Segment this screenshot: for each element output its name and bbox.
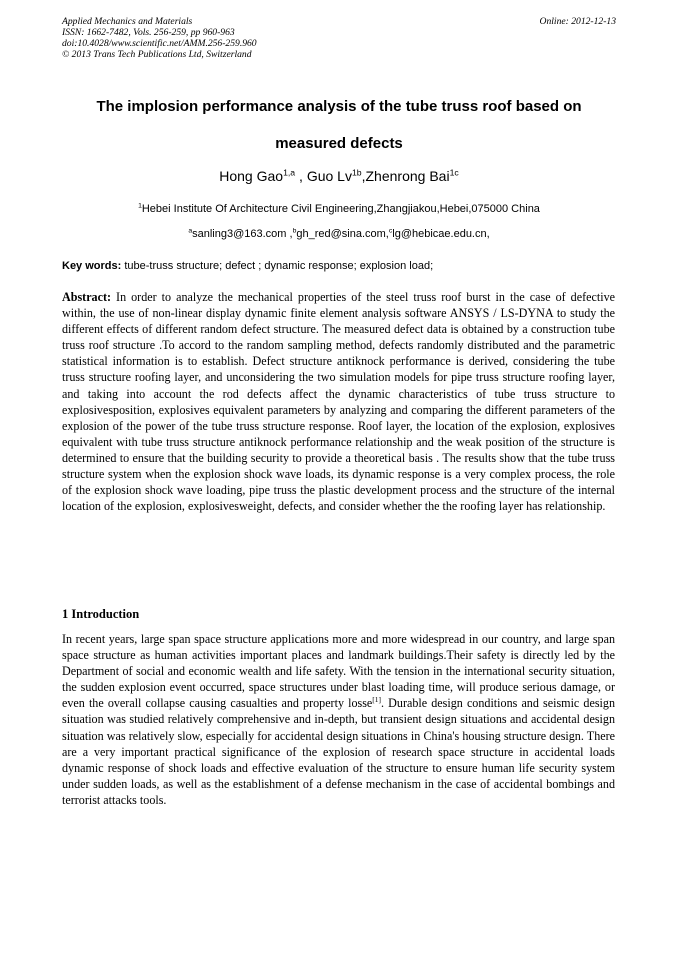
journal-issn: ISSN: 1662-7482, Vols. 256-259, pp 960-963 [62,27,235,38]
introduction-text: . Durable design conditions and seismic design situation was studied relatively comprehensive and in-depth, but transient design situations and accidental design situation was relatively slow, especially for accidental design situations in China's housing structure design. There are a very important practical significance of the explosion of research space structure in accidental loads dynamic response of shock loads and effective evaluation of the structure to ensure human life security system under sudden loads, as well as the establishment of a defense mechanism in the case of accidental bombings and terrorist attacks tools. [62,696,615,807]
abstract-text: In order to analyze the mechanical properties of the steel truss roof burst in the case of defective within, the use of non-linear display dynamic finite element analysis software ANSYS / LS-DYNA to study the different effects of different random defect structure. The measured defect data is obtained by a construction tube truss roof structure .To accord to the random sampling method, defects randomly distributed and the parametric statistical information is to establish. Defect structure antiknock performance is derived, considering the tube truss structure roofing layer, and unconsidering the two simulation models for pipe truss structure roofing layer, and taking into account the rod defects affect the dynamic characteristics of tube truss structure to explosivesposition, explosives equivalent parameters by analyzing and comparing the different parameters of the explosion of the power of the tube truss structure response. Roof layer, the location of the explosion, explosives equivalent with tube truss structure antiknock performance relationship and the weak position of the structure is determined to ensure that the building security to provide a theoretical basis . The results show that the tube truss structure system when the explosion shock wave loads, its dynamic response is a very complex process, the role of the explosion shock wave loading, pipe truss the plastic development process and the structure of the internal location of the explosion, explosivesweight, defects, and consider whether the the roofing layer has relationship. [62,290,615,514]
introduction-text: In recent years, large span space structure applications more and more widespread in our country, and large span space structure as human activities important places and landmark buildings.Their safety is directly led by the Department of social and economic wealth and life safety. With the tension in the international security situation, the sudden explosion event occurred, space structures under blast loading time, will produce serious damage, or even the overall collapse causing casualties and property losse [62,632,615,711]
keywords-text: tube-truss structure; defect ; dynamic response; explosion load; [121,260,434,272]
affiliation-superscript: 1 [138,202,142,210]
section-heading-introduction: 1 Introduction [62,607,140,621]
abstract [62,289,615,514]
journal-doi: doi:10.4028/www.scientific.net/AMM.256-259.960 [62,38,257,49]
citation-reference[interactable]: [1] [372,695,382,705]
journal-name: Applied Mechanics and Materials [62,16,193,27]
affiliation-text: Hebei Institute Of Architecture Civil Engineering,Zhangjiakou,Hebei,075000 China [141,203,540,215]
journal-copyright: © 2013 Trans Tech Publications Ltd, Switzerland [62,49,252,60]
journal-header [62,16,616,60]
email-superscript: c [388,227,393,235]
author-list [62,166,616,186]
author-name: Hong Gao [219,168,284,184]
author-separator: , [295,168,307,184]
author-separator: , [361,168,366,184]
author-name: Guo Lv [306,168,352,184]
paper-title [62,88,616,162]
keywords-label: Key words: [62,260,122,272]
affiliation [62,201,616,217]
online-date: Online: 2012-12-13 [539,16,616,27]
author-superscript: 1b [351,167,362,178]
author-superscript: 1,a [283,167,296,178]
email-address[interactable]: lg@hebicae.edu.cn, [392,228,490,240]
author-name: Zhenrong Bai [365,168,450,184]
introduction-paragraph [62,631,615,808]
email-address[interactable]: gh_red@sina.com, [296,228,389,240]
author-superscript: 1c [449,167,459,178]
paper-title-line-2: measured defects [275,135,403,152]
email-superscript: b [292,227,297,235]
paper-title-line-1: The implosion performance analysis of the tube truss roof based on [96,98,582,115]
abstract-label: Abstract: [62,290,112,304]
keywords [62,258,616,274]
email-address[interactable]: sanling3@163.com , [192,228,293,240]
email-superscript: a [188,227,193,235]
author-emails [62,226,616,242]
